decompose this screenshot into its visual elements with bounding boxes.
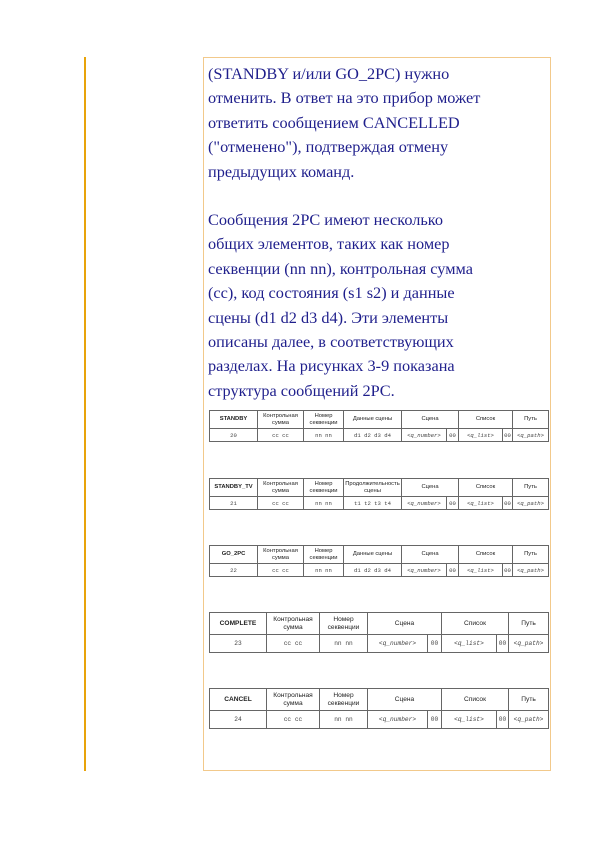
message-name-cell: STANDBY_TV xyxy=(210,479,258,497)
data-cell: <q_path> xyxy=(509,711,549,729)
text-line: ("отменено"), подтверждая отмену xyxy=(208,137,449,157)
header-cell: Путь xyxy=(513,479,549,497)
data-cell: <q_number> xyxy=(402,497,447,510)
header-cell: Путь xyxy=(513,546,549,564)
header-cell: Контрольная сумма xyxy=(267,613,320,635)
message-name-cell: GO_2PC xyxy=(210,546,258,564)
header-cell: Данные сцены xyxy=(344,546,402,564)
text-line: Сообщения 2PC имеют несколько xyxy=(208,210,444,229)
header-cell: Номер секвенции xyxy=(304,411,344,429)
text-line: описаны далее, в соответствующих xyxy=(208,332,454,352)
data-cell: cc cc xyxy=(258,429,304,442)
text-line: ответить сообщением CANCELLED xyxy=(208,112,460,132)
data-cell: <q_number> xyxy=(368,635,428,653)
paragraph-cancel xyxy=(208,62,548,184)
header-cell: Номер секвенции xyxy=(320,689,368,711)
data-cell: nn nn xyxy=(304,497,344,510)
header-cell: Данные сцены xyxy=(344,411,402,429)
header-cell: Сцена xyxy=(402,479,459,497)
header-cell: Список xyxy=(459,411,513,429)
data-cell: <q_number> xyxy=(368,711,428,729)
data-cell: <q_path> xyxy=(513,497,549,510)
data-cell: d1 d2 d3 d4 xyxy=(344,429,402,442)
header-cell: Контрольная сумма xyxy=(267,689,320,711)
data-cell: nn nn xyxy=(320,711,368,729)
text-line: структура сообщений 2PC. xyxy=(208,380,395,400)
header-cell: Контрольная сумма xyxy=(258,479,304,497)
text-line: общих элементов, таких как номер xyxy=(208,234,450,254)
data-cell: 22 xyxy=(210,564,258,577)
data-cell: <q_list> xyxy=(459,564,503,577)
data-cell: nn nn xyxy=(304,564,344,577)
data-cell: nn nn xyxy=(304,429,344,442)
data-cell: <q_number> xyxy=(402,429,447,442)
header-cell: Сцена xyxy=(368,689,442,711)
text-line: (STANDBY и/или GO_2PC) нужно xyxy=(208,64,450,83)
data-cell: t1 t2 t3 t4 xyxy=(344,497,402,510)
data-cell: <q_path> xyxy=(509,635,549,653)
text-line: сцены (d1 d2 d3 d4). Эти элементы xyxy=(208,307,449,327)
paragraph-2pc-elements xyxy=(208,208,548,403)
data-cell: 00 xyxy=(503,497,513,510)
header-cell: Путь xyxy=(509,613,549,635)
data-cell: <q_list> xyxy=(459,497,503,510)
header-cell: Список xyxy=(442,613,509,635)
data-cell: d1 d2 d3 d4 xyxy=(344,564,402,577)
data-cell: 00 xyxy=(497,711,509,729)
text-line: отменить. В ответ на это прибор может xyxy=(208,88,481,108)
data-cell: 00 xyxy=(447,564,459,577)
text-line: предыдущих команд. xyxy=(208,161,355,181)
header-cell: Номер секвенции xyxy=(320,613,368,635)
data-cell: 23 xyxy=(210,635,267,653)
data-cell: 00 xyxy=(447,497,459,510)
standby-tv-message-table xyxy=(209,478,549,510)
header-cell: Список xyxy=(459,479,513,497)
header-cell: Список xyxy=(459,546,513,564)
data-cell: nn nn xyxy=(320,635,368,653)
data-cell: 00 xyxy=(428,711,442,729)
data-cell: 00 xyxy=(503,564,513,577)
header-cell: Путь xyxy=(509,689,549,711)
header-cell: Контрольная сумма xyxy=(258,546,304,564)
complete-message-table xyxy=(209,612,549,653)
data-cell: <q_number> xyxy=(402,564,447,577)
data-cell: <q_list> xyxy=(442,711,497,729)
header-cell: Сцена xyxy=(402,411,459,429)
header-cell: Список xyxy=(442,689,509,711)
header-cell: Сцена xyxy=(368,613,442,635)
data-cell: 24 xyxy=(210,711,267,729)
data-cell: cc cc xyxy=(258,497,304,510)
data-cell: cc cc xyxy=(267,711,320,729)
cancel-message-table xyxy=(209,688,549,729)
data-cell: <q_path> xyxy=(513,564,549,577)
data-cell: cc cc xyxy=(258,564,304,577)
left-margin-rule xyxy=(84,57,86,771)
message-name-cell: COMPLETE xyxy=(210,613,267,635)
data-cell: cc cc xyxy=(267,635,320,653)
standby-message-table xyxy=(209,410,549,442)
message-name-cell: STANDBY xyxy=(210,411,258,429)
data-cell: 00 xyxy=(503,429,513,442)
text-line: разделах. На рисунках 3-9 показана xyxy=(208,356,455,376)
data-cell: <q_path> xyxy=(513,429,549,442)
text-line: секвенции (nn nn), контрольная сумма xyxy=(208,258,473,278)
header-cell: Продолжительность сцены xyxy=(344,479,402,497)
message-name-cell: CANCEL xyxy=(210,689,267,711)
header-cell: Номер секвенции xyxy=(304,479,344,497)
header-cell: Номер секвенции xyxy=(304,546,344,564)
header-cell: Путь xyxy=(513,411,549,429)
header-cell: Контрольная сумма xyxy=(258,411,304,429)
data-cell: <q_list> xyxy=(459,429,503,442)
data-cell: 00 xyxy=(447,429,459,442)
header-cell: Сцена xyxy=(402,546,459,564)
go-2pc-message-table xyxy=(209,545,549,577)
data-cell: 21 xyxy=(210,497,258,510)
data-cell: <q_list> xyxy=(442,635,497,653)
text-line: (cc), код состояния (s1 s2) и данные xyxy=(208,283,455,303)
data-cell: 00 xyxy=(428,635,442,653)
data-cell: 20 xyxy=(210,429,258,442)
data-cell: 00 xyxy=(497,635,509,653)
